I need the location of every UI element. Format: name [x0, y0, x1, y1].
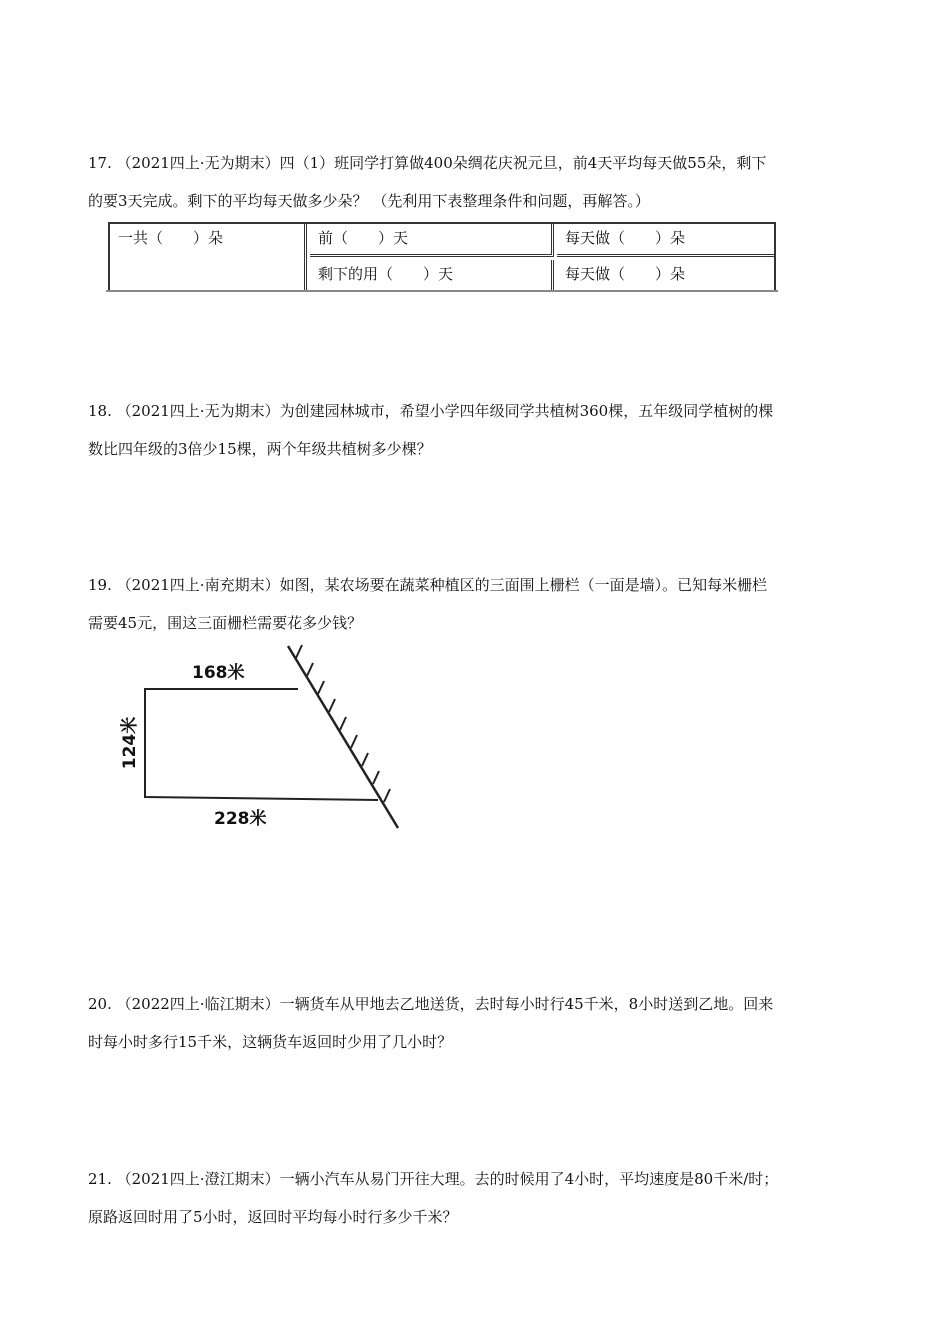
question-20 [88, 985, 878, 1061]
question-21 [88, 1160, 878, 1236]
question-20-line-1: 20. （2022四上·临江期末）一辆货车从甲地去乙地送货，去时每小时行45千米，8小时送到乙地。回来 [88, 995, 774, 1013]
fence-figure [110, 640, 410, 830]
question-17-line-2: 的要3天完成。剩下的平均每天做多少朵？ （先利用下表整理条件和问题，再解答。） [88, 192, 650, 210]
question-18 [88, 392, 878, 468]
question-17-line-1: 17. （2021四上·无为期末）四（1）班同学打算做400朵绸花庆祝元旦，前4天平均每天做55朵，剩下 [88, 154, 767, 172]
cell-total-flowers: 一共（ ）朵 [110, 224, 307, 290]
cell-daily-remaining: 每天做（ ）朵 [565, 265, 686, 283]
table-bottom-rule [106, 290, 778, 292]
label-top-length: 168米 [192, 663, 245, 683]
question-19-line-2: 需要45元，围这三面栅栏需要花多少钱？ [88, 614, 363, 632]
label-left-length: 124米 [120, 716, 140, 770]
question-19-line-1: 19. （2021四上·南充期末）如图，某农场要在蔬菜种植区的三面围上栅栏（一面是墙）。已知每米栅栏 [88, 576, 768, 594]
cell-daily-first: 每天做（ ）朵 [557, 224, 774, 257]
cell-first-days: 前（ ）天 [310, 224, 554, 257]
wall-line [288, 646, 398, 828]
question-21-line-2: 原路返回时用了5小时，返回时平均每小时行多少千米？ [88, 1208, 458, 1226]
field-outline [145, 689, 378, 800]
wall-hatching [296, 645, 390, 802]
cell-remaining-days: 剩下的用（ ）天 [310, 260, 554, 290]
question-18-line-1: 18. （2021四上·无为期末）为创建园林城市，希望小学四年级同学共植树360棵，五年级同学植树的棵 [88, 402, 774, 420]
condition-table [108, 222, 776, 292]
question-19 [88, 566, 878, 642]
question-20-line-2: 时每小时多行15千米，这辆货车返回时少用了几小时？ [88, 1033, 453, 1051]
question-18-line-2: 数比四年级的3倍少15棵，两个年级共植树多少棵？ [88, 440, 432, 458]
label-bottom-length: 228米 [214, 809, 267, 829]
question-21-line-1: 21. （2021四上·澄江期末）一辆小汽车从易门开往大理。去的时候用了4小时，平均速度是80千米/时； [88, 1170, 779, 1188]
question-17 [88, 144, 878, 220]
